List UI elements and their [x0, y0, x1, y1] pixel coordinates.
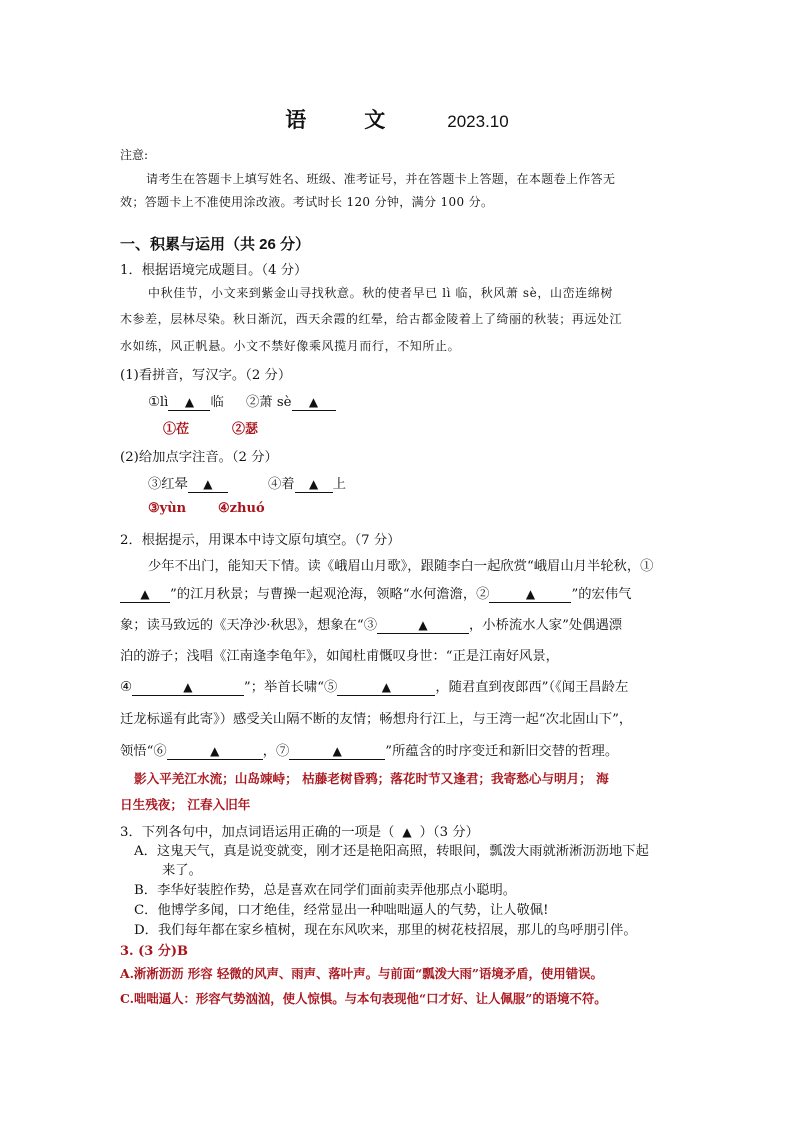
q3-stem: [120, 821, 479, 840]
q1-passage-line-1: 中秋佳节，小文来到紫金山寻找秋意。秋的使者早已 lì 临，秋风萧 sè，山峦连绵树: [148, 286, 613, 300]
q1-sub1-b-label: ②萧 sè: [246, 395, 292, 410]
q2-line-1: 少年不出门，能知天下情。读《峨眉山月歌》，跟随李白一起欣赏“峨眉山月半轮秋，①: [148, 559, 654, 574]
notice-line-1: 请考生在答题卡上填写姓名、班级、准考证号，并在答题卡上答题，在本题卷上作答无: [146, 172, 616, 186]
title-subject-b: 文: [364, 107, 386, 132]
q1-sub1-answer-b: ②瑟: [232, 422, 259, 437]
answer-blank: [292, 395, 336, 411]
title-subject-a: 语: [285, 107, 307, 132]
answer-blank: [132, 680, 244, 696]
triangle-mark: ▲: [381, 680, 391, 694]
q1-sub1-answer-a: ①莅: [163, 422, 190, 437]
q1-stem: 1．根据语境完成题目。（4 分）: [120, 263, 308, 278]
q2-line-2-b: ”的宏伟气: [571, 587, 632, 602]
triangle-mark: ▲: [402, 825, 412, 839]
triangle-mark: ▲: [203, 477, 213, 491]
q2-line-3-a: 象；读马致远的《天净沙·秋思》，想象在“③: [120, 618, 378, 633]
answer-blank: [168, 395, 210, 411]
q1-sub1-a-tail: 临: [210, 395, 224, 410]
q1-sub1-item-a: [148, 391, 224, 411]
page-title: [0, 104, 794, 134]
triangle-mark: ▲: [332, 744, 342, 758]
q1-sub2-answer-b: ④zhuó: [218, 501, 265, 516]
q2-answer-line-2: 日生残夜； 江春入旧年: [120, 797, 251, 812]
q1-sub2-a-label: ③红晕: [148, 477, 188, 492]
triangle-mark: ▲: [525, 587, 536, 601]
q3-option-d: D．我们每年都在家乡植树，现在东风吹来，那里的树花枝招展，那儿的鸟呼朋引伴。: [134, 923, 637, 938]
answer-blank: [489, 587, 571, 603]
q2-answer-line-1: 影入平羌江水流；山岛竦峙； 枯藤老树昏鸦；落花时节又逢君；我寄愁心与明月； 海: [134, 771, 609, 786]
q2-line-5-b: ”；举首长啸“⑤: [243, 680, 338, 695]
q2-line-4: 泊的游子；浅唱《江南逢李龟年》，如闻杜甫慨叹身世：“正是江南好风景，: [120, 649, 559, 664]
answer-blank: [337, 680, 435, 696]
triangle-mark: ▲: [418, 618, 428, 632]
q3-answer-a: A.淅淅沥沥 形容 轻微的风声、雨声、落叶声。与前面“瓢泼大雨”语境矛盾，使用错误。: [120, 966, 603, 981]
answer-blank: [377, 618, 469, 634]
q1-sub2-answer-a: ③yùn: [148, 501, 187, 516]
q2-line-5-a: ④: [120, 680, 132, 695]
answer-blank: [120, 587, 170, 603]
triangle-mark: ▲: [308, 477, 319, 491]
q2-line-3-b: ，小桥流水人家”处偶遇漂: [469, 618, 623, 633]
q2-line-5: [120, 676, 628, 696]
q2-line-5-c: ，随君直到夜郎西”（《闻王昌龄左: [435, 680, 629, 695]
q2-line-7-a: 领悟“⑥: [120, 744, 167, 759]
q3-stem-b: ）（3 分）: [419, 825, 479, 840]
q2-line-6: 迁龙标遥有此寄》）感受关山隔不断的友情；畅想舟行江上，与王湾一起“次北固山下”，: [120, 712, 633, 727]
q2-line-2-a: ”的江月秋景；与曹操一起观沧海，领略“水何澹澹，②: [170, 587, 490, 602]
q1-sub2-item-b: [268, 473, 346, 493]
q1-sub2-b-label: ④着: [268, 477, 295, 492]
triangle-mark: ▲: [308, 395, 319, 409]
answer-blank: [289, 744, 385, 760]
q3-option-b: B．李华好装腔作势，总是喜欢在同学们面前卖弄他那点小聪明。: [134, 883, 517, 898]
triangle-mark: ▲: [140, 587, 150, 601]
q1-sub2-b-tail: 上: [332, 477, 346, 492]
section-heading: 一、积累与运用（共 26 分）: [120, 236, 311, 253]
q2-stem: 2．根据提示，用课本中诗文原句填空。（7 分）: [120, 533, 401, 548]
q1-sub1-item-b: [246, 391, 336, 411]
q3-answer-head: 3. (3 分)B: [120, 944, 188, 959]
q1-sub1-prompt: (1)看拼音，写汉字。（2 分）: [120, 368, 292, 383]
q3-option-a-line-2: 来了。: [162, 863, 202, 878]
answer-blank: [295, 477, 333, 493]
q3-answer-c: C.咄咄逼人：形容气势汹汹，使人惊惧。与本句表现他“口才好、让人佩服”的语境不符。: [120, 991, 607, 1006]
q3-option-c: C．他博学多闻，口才绝佳，经常显出一种咄咄逼人的气势，让人敬佩!: [134, 903, 549, 918]
q1-passage-line-3: 水如练，风正帆悬。小文不禁好像乘风揽月而行，不知所止。: [120, 339, 461, 353]
q1-sub2-prompt: (2)给加点字注音。（2 分）: [120, 450, 278, 465]
q2-line-7: [120, 740, 618, 760]
triangle-mark: ▲: [184, 395, 195, 409]
q3-option-a-line-1: A．这鬼天气，真是说变就变，刚才还是艳阳高照，转眼间，瓢泼大雨就淅淅沥沥地下起: [134, 844, 649, 859]
q2-line-7-c: ”所蕴含的时序变迁和新旧交替的哲理。: [385, 744, 619, 759]
notice-line-2: 效；答题卡上不准使用涂改液。考试时长 120 分钟，满分 100 分。: [120, 195, 494, 209]
triangle-mark: ▲: [183, 680, 193, 694]
q2-line-2: [120, 583, 631, 603]
q3-stem-a: 3．下列各句中，加点词语运用正确的一项是（: [120, 825, 395, 840]
answer-blank: [167, 744, 263, 760]
q2-line-7-b: ，⑦: [262, 744, 290, 759]
q1-sub1-a-label: ①lì: [148, 395, 169, 410]
exam-date: 2023.10: [447, 112, 509, 131]
q1-sub2-item-a: [148, 473, 228, 493]
answer-blank: [188, 477, 228, 493]
q2-line-3: [120, 614, 622, 634]
triangle-mark: ▲: [210, 744, 220, 758]
q1-passage-line-2: 木参差，层林尽染。秋日渐沉，西天余霞的红晕，给古都金陵着上了绮丽的秋装；再远处江: [120, 312, 623, 326]
notice-label: 注意:: [120, 148, 149, 162]
